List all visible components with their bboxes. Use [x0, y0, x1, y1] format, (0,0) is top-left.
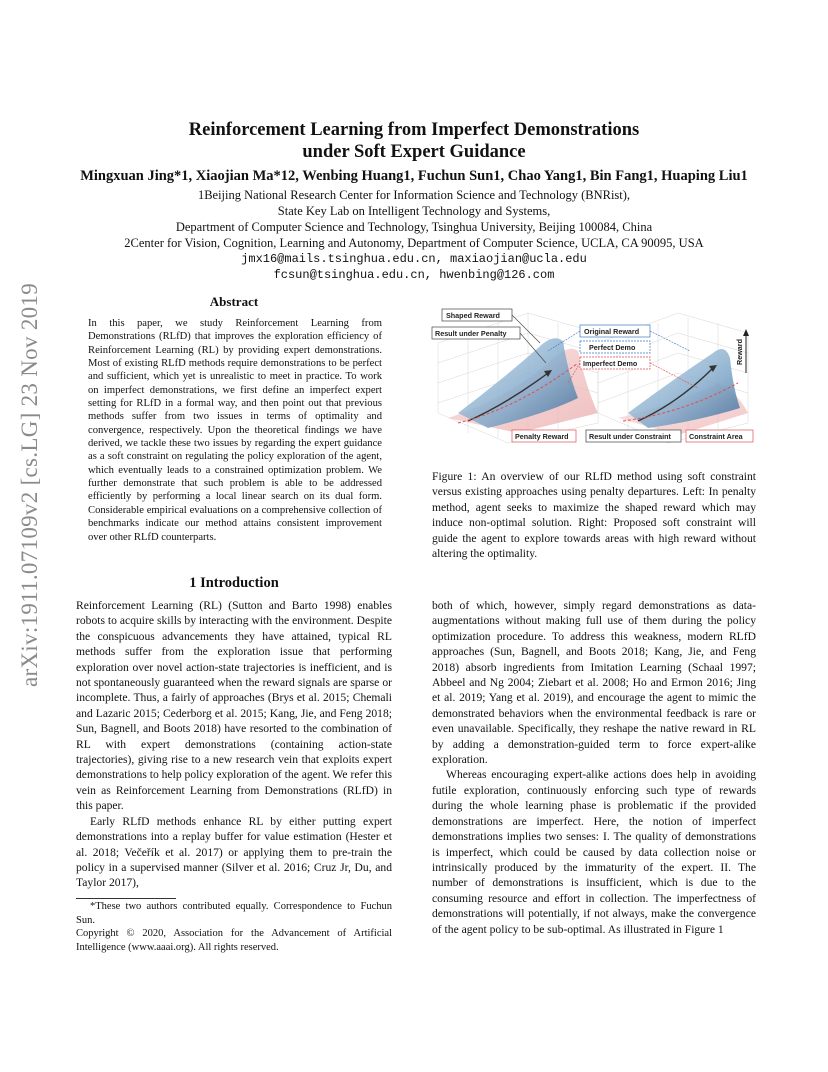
penalty-reward-label: Penalty Reward	[515, 432, 569, 441]
intro-right-paragraph-1: both of which, however, simply regard demonstrations as data-augmentations without making full use of them during the policy optimization procedure. To address this weakness, modern RLfD approaches (Sun, Bagnell, and Boots 2018; Kang, Jie, and Feng 2018) absorb ingredients from Imitation Learning (Schaal 1997; Abbeel and Ng 2004; Ziebart et al. 2008; Ho and Ermon 2016; Jing et al. 2019; Yang et al. 2019), and encourage the agent to mimic the demonstrated behaviors when the environmental feedback is rare or even unavailable. Specifically, they reshape the native reward in RL by adding a demonstration-guided term to force expert-alike exploration.	[432, 599, 756, 767]
affiliation-line-2: State Key Lab on Intelligent Technology and Systems,	[277, 204, 551, 218]
figure-1-illustration	[428, 303, 756, 446]
abstract-text: In this paper, we study Reinforcement Learning from Demonstrations (RLfD) that improves the exploration efficiency of Reinforcement Learning (RL) by providing expert demonstrations. Most of existing RLfD methods require demonstrations to be perfect and sufficient, which yet is unrealistic to meet in practice. To work on imperfect demonstrations, we first define an imperfect expert setting for RLfD in a formal way, and then point out that previous methods suffer from two issues in terms of optimality and convergence, respectively. Upon the theoretical findings we have derived, we tackle these two issues by regarding the expert guidance as a soft constraint on regulating the policy exploration of the agent, which eventually leads to a constrained optimization problem. We further demonstrate that such problem is able to be addressed efficiently by performing a local linear search on its dual form. Considerable empirical evaluations on a comprehensive collection of benchmarks indicate our method attains consistent improvement over other RLfD counterparts.	[88, 318, 382, 543]
intro-left-paragraph-1: Reinforcement Learning (RL) (Sutton and Barto 1998) enables robots to acquire skills by interacting with the environment. Despite the conspicuous advancements they have attained, typical RL methods suffer from the exploration issue that performing exploration over novel action-state trajectories is inefficient, and is not spontaneously guaranteed when the reward signals are sparse or incomplete. Thus, a fairly of approaches (Brys et al. 2015; Chemali and Lazaric 2015; Cederborg et al. 2015; Kang, Jie, and Feng 2018; Sun, Bagnell, and Boots 2018) have resorted to the combination of RL with expert demonstrations (containing action-state trajectories), giving rise to a new research vein that exploits expert demonstrations to help policy exploration of the agent. We refer this vein as Reinforcement Learning from Demonstrations (RLfD) in this paper.	[76, 599, 392, 813]
figure-1-caption: Figure 1: An overview of our RLfD method using soft constraint versus existing approaches using penalty departures. Left: In penalty method, agent seeks to maximize the shaped reward which may induce non-optimal solution. Right: Proposed soft constraint will guide the agent to explore towards areas with high reward without altering the optimality.	[432, 470, 756, 561]
affiliation-line-1: 1Beijing National Research Center for Information Science and Technology (BNRist),	[197, 188, 631, 202]
email-line-1: jmx16@mails.tsinghua.edu.cn, maxiaojian@ucla.edu	[241, 252, 587, 266]
footnote-equal-contribution: *These two authors contributed equally. Correspondence to Fuchun Sun.	[76, 901, 392, 926]
author-list: Mingxuan Jing*1, Xiaojian Ma*12, Wenbing Huang1, Fuchun Sun1, Chao Yang1, Bin Fang1, Huaping Liu1	[80, 168, 748, 184]
email-line-2: fcsun@tsinghua.edu.cn, hwenbing@126.com	[273, 268, 555, 282]
imperfect-demo-label: Imperfect Demo	[583, 359, 638, 368]
abstract-heading: Abstract	[209, 294, 259, 309]
introduction-heading: 1 Introduction	[189, 575, 279, 591]
arxiv-stamp-text: arXiv:1911.07109v2 [cs.LG] 23 Nov 2019	[17, 282, 42, 688]
affiliation-line-3: Department of Computer Science and Technology, Tsinghua University, Beijing 100084, China	[175, 220, 653, 234]
result-under-penalty-label: Result under Penalty	[435, 329, 507, 338]
footnotes	[76, 900, 392, 954]
paper-title-line-1: Reinforcement Learning from Imperfect Demonstrations	[188, 120, 640, 140]
footnote-divider	[76, 898, 176, 899]
left-column	[76, 598, 392, 891]
result-under-constraint-label: Result under Constraint	[589, 432, 671, 441]
reward-axis-label: Reward	[735, 339, 744, 365]
right-column	[432, 598, 756, 937]
paper-title-line-2: under Soft Expert Guidance	[302, 142, 526, 162]
arxiv-stamp	[0, 280, 60, 690]
intro-right-paragraph-2: Whereas encouraging expert-alike actions does help in avoiding futile exploration, continuously enforcing such type of rewards during the whole learning phase is problematic if the provided demonstrations are imperfect. Here, the notion of imperfect demonstrations implies two senses: I. The quality of demonstrations is imperfect, which could be caused by data collection noise or intrinsically produced by the immaturity of the expert. II. The number of demonstrations is insufficient, which is due to the consuming resource and effort in collection. The imperfectness of demonstrations will potentially, if not always, make the convergence of the agent policy to be sub-optimal. As illustrated in Figure 1	[432, 768, 756, 936]
original-reward-label: Original Reward	[584, 327, 640, 336]
affiliation-line-4: 2Center for Vision, Cognition, Learning and Autonomy, Department of Computer Science, UCLA, CA 90095, USA	[124, 236, 704, 250]
constraint-area-label: Constraint Area	[689, 432, 743, 441]
perfect-demo-label: Perfect Demo	[589, 343, 636, 352]
footnote-copyright: Copyright © 2020, Association for the Advancement of Artificial Intelligence (www.aaai.org). All rights reserved.	[76, 928, 392, 953]
shaped-reward-label: Shaped Reward	[446, 311, 500, 320]
intro-left-paragraph-2: Early RLfD methods enhance RL by either putting expert demonstrations into a replay buffer for value estimation (Hester et al. 2018; Večeřík et al. 2017) or applying them to pre-train the policy in a supervised manner (Silver et al. 2016; Cruz Jr, Du, and Taylor 2017),	[76, 814, 392, 890]
